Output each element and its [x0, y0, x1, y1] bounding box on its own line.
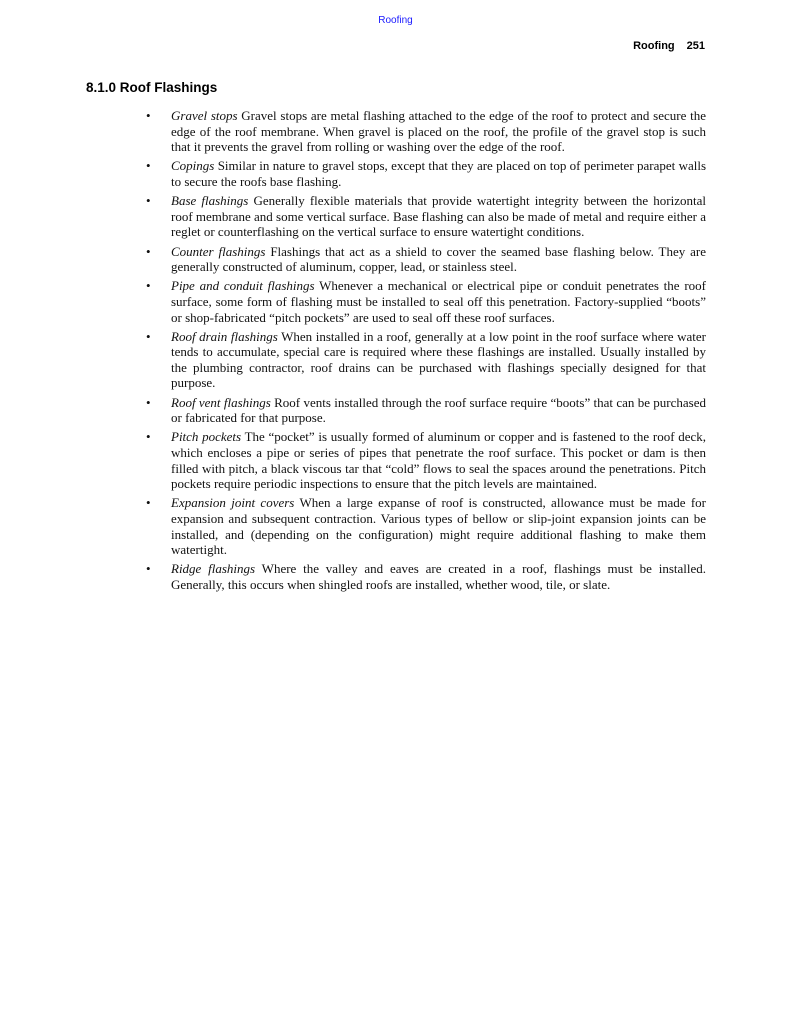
item-text: Generally flexible materials that provide watertight integrity between the horizontal roof membrane and some vertical surface. Base flashing can also be made of metal and require either a reglet or counterflashing on the vertical surface to ensure watertight conditions.: [171, 193, 706, 240]
list-item: [146, 328, 706, 391]
list-item: [146, 394, 706, 426]
bullet-icon: •: [146, 108, 151, 123]
item-text: The “pocket” is usually formed of aluminum or copper and is fastened to the roof deck, which encloses a pipe or series of pipes that penetrate the roof surface. This pocket or dam is then filled with pitch, a black viscous tar that “cold” flows to seal the spaces around the penetrations. Pitch pockets require periodic inspections to ensure that the pitch levels are maintained.: [171, 429, 707, 492]
bullet-icon: •: [146, 243, 151, 259]
bullet-icon: •: [146, 278, 151, 294]
item-text: Flashings that act as a shield to cover the seamed base flashing below. They are generally constructed of aluminum, copper, lead, or stainless steel.: [171, 243, 706, 275]
item-term: Pipe and conduit flashings: [171, 278, 315, 294]
item-term: Gravel stops: [171, 108, 238, 123]
list-item: [146, 495, 707, 558]
flashing-list: [146, 108, 707, 596]
list-item: [146, 561, 707, 592]
list-item: [146, 158, 707, 189]
bullet-icon: •: [146, 328, 151, 344]
bullet-icon: •: [146, 495, 151, 511]
item-text: Where the valley and eaves are created in a roof, flashings must be installed. Generally, this occurs when shingled roofs are installed, whether wood, tile, or slate.: [171, 561, 707, 592]
item-term: Base flashings: [171, 193, 249, 209]
item-text: Whenever a mechanical or electrical pipe or conduit penetrates the roof surface, some form of flashing must be installed to seal off this penetration. Factory-supplied “boots” or shop-fabricated “pitch pockets” are used to seal off these roof surfaces.: [171, 278, 706, 325]
list-item: [146, 243, 706, 275]
item-term: Ridge flashings: [171, 561, 256, 577]
bullet-icon: •: [146, 429, 151, 445]
list-item: [146, 108, 706, 155]
item-term: Roof drain flashings: [171, 328, 278, 344]
item-term: Pitch pockets: [171, 429, 242, 445]
item-term: Counter flashings: [171, 243, 266, 259]
section-title: 8.1.0 Roof Flashings: [86, 80, 218, 95]
bullet-icon: •: [146, 158, 151, 174]
page-number: 251: [686, 40, 705, 52]
running-header: [633, 40, 705, 52]
item-text: Gravel stops are metal flashing attached to the edge of the roof to protect and secure the edge of the roof membrane. When gravel is placed on the roof, the profile of the gravel stop is such that it prevents the gravel from rolling or washing over the edge of the roof.: [171, 108, 706, 155]
bullet-icon: •: [146, 193, 151, 209]
list-item: [146, 429, 707, 492]
list-item: [146, 193, 706, 240]
item-term: Roof vent flashings: [171, 394, 271, 410]
item-term: Expansion joint covers: [171, 495, 295, 511]
running-title: Roofing: [633, 40, 675, 52]
item-text: Roof vents installed through the roof surface require “boots” that can be purchased or fabricated for that purpose.: [171, 394, 706, 426]
item-text: When a large expanse of roof is constructed, allowance must be made for expansion and subsequent contraction. Various types of bellow or slip-joint expansion joints can be installed, and (depending on the configuration) might require additional flashing to make them watertight.: [171, 495, 707, 558]
top-roofing-link[interactable]: Roofing: [378, 15, 413, 26]
item-term: Copings: [171, 158, 215, 174]
list-item: [146, 278, 706, 325]
bullet-icon: •: [146, 561, 151, 577]
bullet-icon: •: [146, 394, 151, 410]
item-text: When installed in a roof, generally at a low point in the roof surface where water tends to accumulate, special care is required where these flashings are installed. Usually installed by the plumbing contractor, roof drains can be purchased with flashings specially designed for that purpose.: [171, 328, 706, 391]
item-text: Similar in nature to gravel stops, except that they are placed on top of perimeter parapet walls to secure the roofs base flashing.: [171, 158, 707, 189]
